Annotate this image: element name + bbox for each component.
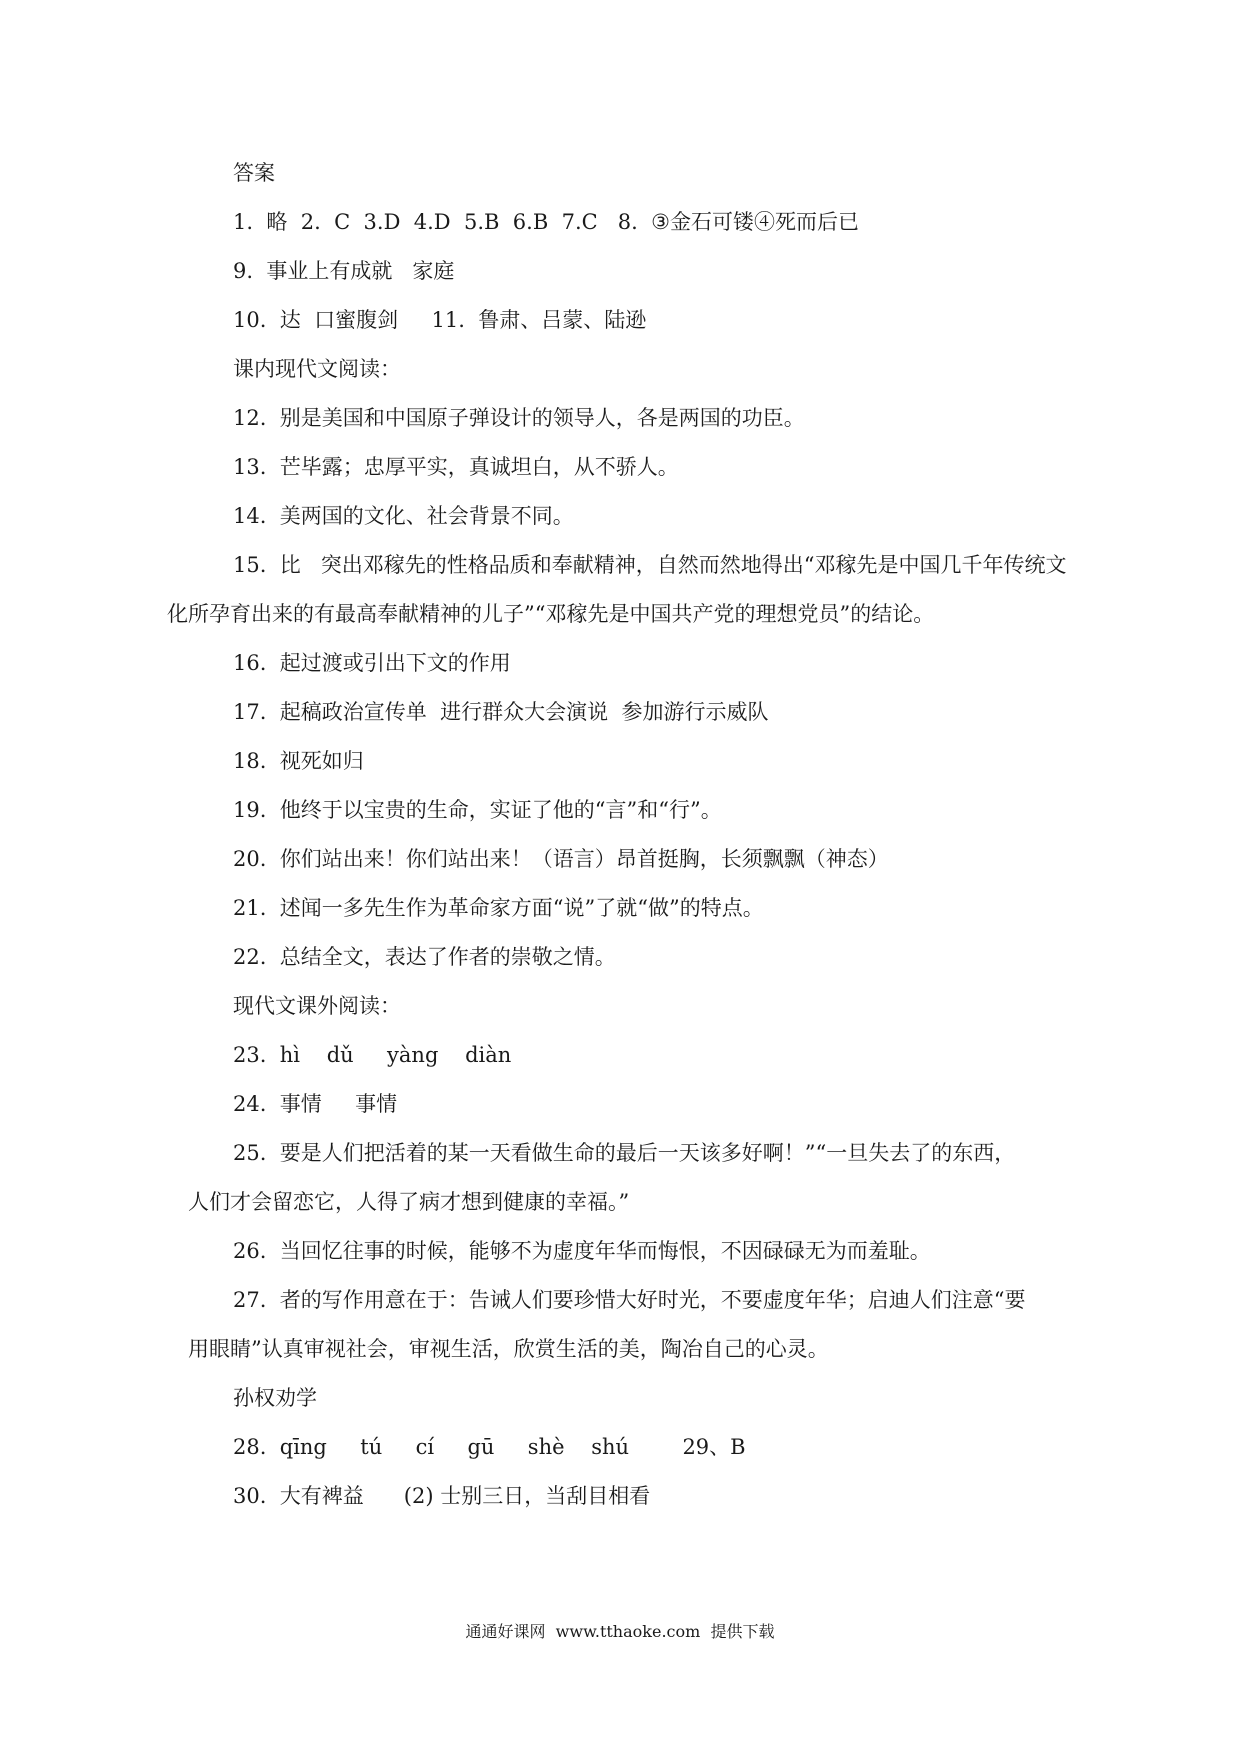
section-heading-answers: 答案 [233,161,275,185]
answer-line-25: 25. 要是人们把活着的某一天看做生命的最后一天该多好啊！”“一旦失去了的东西， [233,1141,1016,1165]
section-heading-extracurricular-reading: 现代文课外阅读： [233,994,401,1018]
section-heading-in-class-reading: 课内现代文阅读： [233,357,401,381]
answer-line-16: 16. 起过渡或引出下文的作用 [233,651,511,675]
answer-line-9: 9. 事业上有成就 家庭 [233,259,455,283]
answer-line-22: 22. 总结全文，表达了作者的崇敬之情。 [233,945,616,969]
answer-line-30: 30. 大有裨益 (2) 士别三日，当刮目相看 [233,1484,651,1508]
answer-line-23: 23. hì dǔ yàng diàn [233,1043,512,1067]
answer-line-25-continued: 人们才会留恋它，人得了病才想到健康的幸福。” [188,1190,630,1214]
answer-line-28-29: 28. qīng tú cí gū shè shú 29、B [233,1435,746,1459]
answer-line-27-continued: 用眼睛”认真审视社会，审视生活，欣赏生活的美，陶冶自己的心灵。 [188,1337,829,1361]
answer-line-20: 20. 你们站出来！你们站出来！（语言）昂首挺胸，长须飘飘（神态） [233,847,889,871]
answer-line-15: 15. 比 突出邓稼先的性格品质和奉献精神，自然而然地得出“邓稼先是中国几千年传统文 [233,553,1067,577]
section-heading-sun-quan: 孙权劝学 [233,1386,317,1410]
answer-line-17: 17. 起稿政治宣传单 进行群众大会演说 参加游行示威队 [233,700,769,724]
answer-line-10-11: 10. 达 口蜜腹剑 11. 鲁肃、吕蒙、陆逊 [233,308,647,332]
answer-line-21: 21. 述闻一多先生作为革命家方面“说”了就“做”的特点。 [233,896,764,920]
answer-line-13: 13. 芒毕露；忠厚平实，真诚坦白，从不骄人。 [233,455,679,479]
answer-line-18: 18. 视死如归 [233,749,364,773]
answer-line-24: 24. 事情 事情 [233,1092,398,1116]
answer-line-15-continued: 化所孕育出来的有最高奉献精神的儿子”“邓稼先是中国共产党的理想党员”的结论。 [167,602,935,626]
answer-line-1-8: 1. 略 2. C 3.D 4.D 5.B 6.B 7.C 8. ③金石可镂④死而后已 [233,210,859,234]
answer-line-12: 12. 别是美国和中国原子弹设计的领导人，各是两国的功臣。 [233,406,805,430]
answer-line-26: 26. 当回忆往事的时候，能够不为虚度年华而悔恨，不因碌碌无为而羞耻。 [233,1239,931,1263]
answer-line-14: 14. 美两国的文化、社会背景不同。 [233,504,574,528]
page-footer: 通通好课网 www.tthaoke.com 提供下载 [465,1622,775,1641]
answer-line-19: 19. 他终于以宝贵的生命，实证了他的“言”和“行”。 [233,798,722,822]
answer-line-27: 27. 者的写作用意在于：告诫人们要珍惜大好时光，不要虚度年华；启迪人们注意“要 [233,1288,1026,1312]
